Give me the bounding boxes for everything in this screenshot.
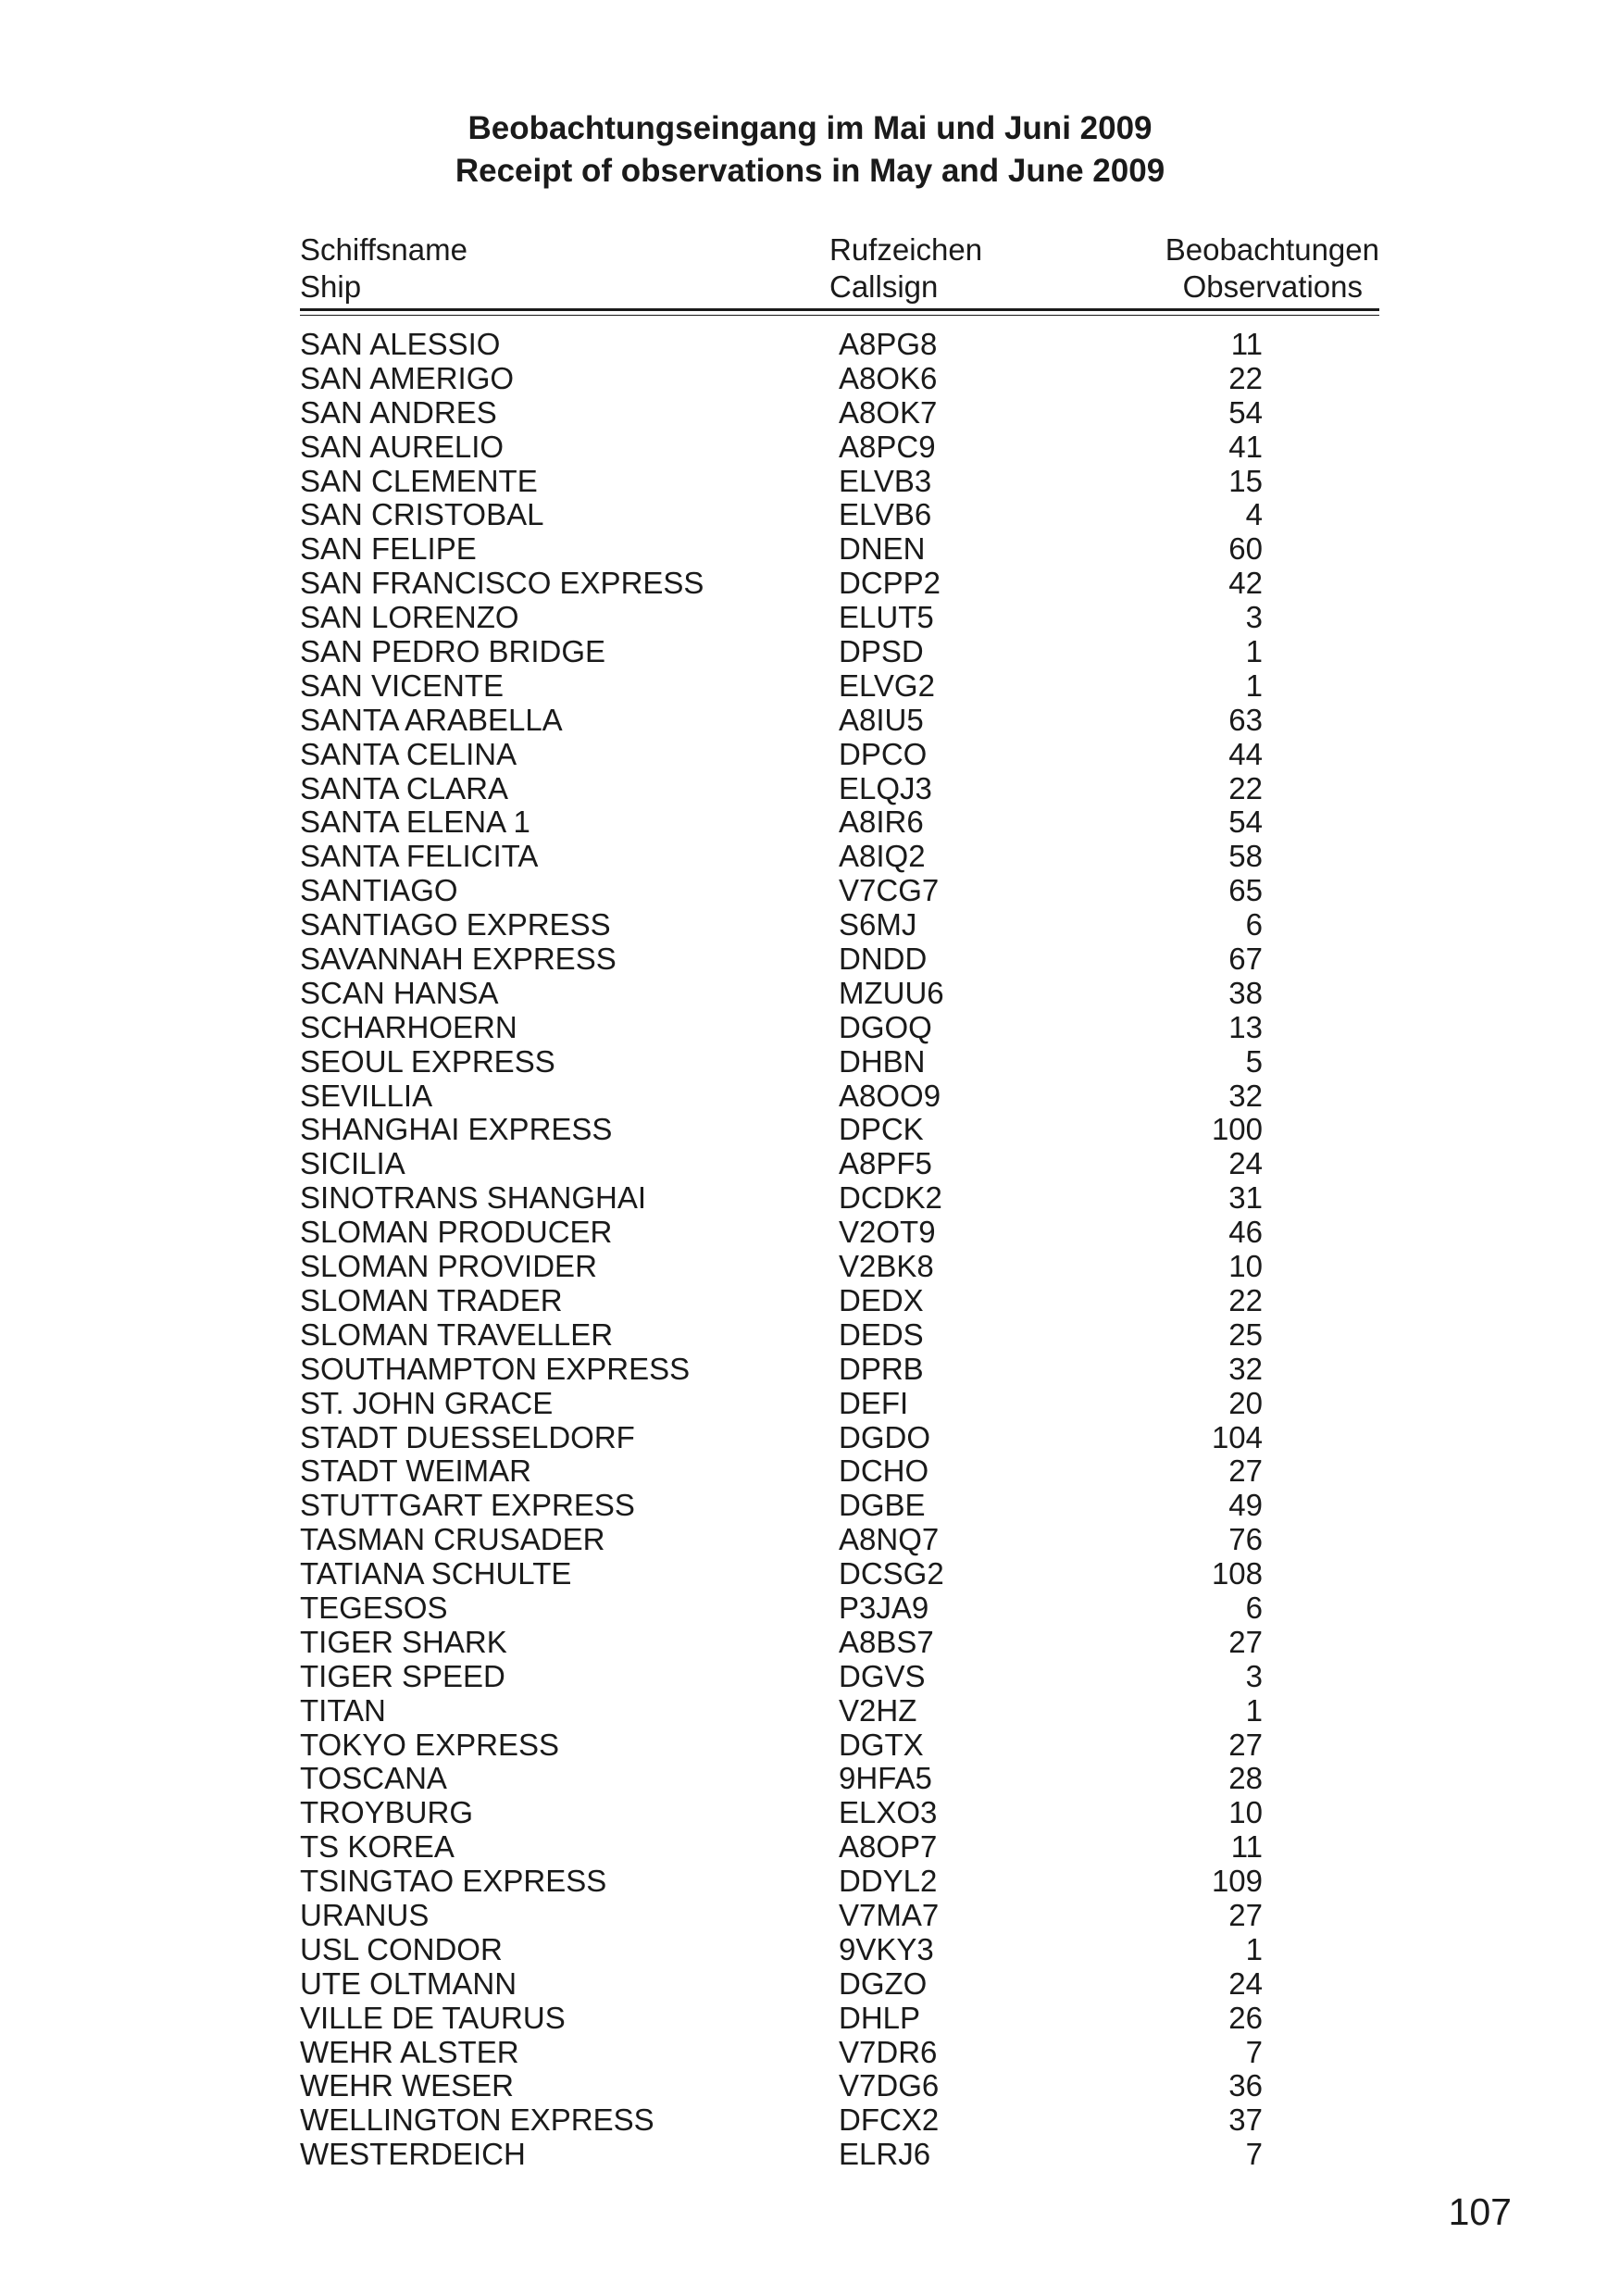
ship-name: SAN PEDRO BRIDGE	[300, 634, 606, 669]
table-row	[300, 430, 1263, 465]
table-row	[300, 2103, 1263, 2138]
callsign: ELVG2	[839, 668, 935, 703]
observation-count: 11	[1230, 1829, 1263, 1865]
ship-name: STUTTGART EXPRESS	[300, 1488, 635, 1523]
ship-name: SINOTRANS SHANGHAI	[300, 1180, 647, 1216]
table-row	[300, 1626, 1263, 1660]
header-callsign-de: Rufzeichen	[829, 232, 983, 267]
callsign: V2OT9	[839, 1215, 936, 1250]
ship-name: TIGER SPEED	[300, 1658, 505, 1693]
callsign: V2HZ	[839, 1692, 917, 1728]
callsign: DCDK2	[839, 1180, 942, 1216]
header-observations	[1165, 231, 1379, 306]
header-divider-thin	[300, 315, 1379, 316]
callsign: DGVS	[839, 1658, 926, 1693]
observation-count: 108	[1211, 1556, 1263, 1591]
ship-name: STADT DUESSELDORF	[300, 1419, 635, 1454]
observation-count: 60	[1228, 531, 1263, 567]
table-row	[300, 704, 1263, 738]
observation-count: 65	[1228, 873, 1263, 908]
observation-count: 58	[1228, 839, 1263, 874]
observation-count: 11	[1230, 327, 1263, 361]
table-row	[300, 1216, 1263, 1250]
callsign: DPRB	[839, 1351, 924, 1386]
table-row	[300, 532, 1263, 567]
table-row	[300, 1353, 1263, 1387]
callsign: V7DR6	[839, 2034, 938, 2069]
table-row	[300, 1523, 1263, 1557]
table-row	[300, 977, 1263, 1011]
callsign: A8BS7	[839, 1624, 934, 1659]
table-row	[300, 1557, 1263, 1591]
table-row	[300, 1045, 1263, 1079]
table-row	[300, 1694, 1263, 1728]
observation-count: 49	[1228, 1488, 1263, 1523]
ship-name: TOKYO EXPRESS	[300, 1727, 559, 1762]
table-row	[300, 567, 1263, 601]
callsign: DEDX	[839, 1282, 924, 1317]
table-row	[300, 1011, 1263, 1045]
ship-name: SLOMAN TRADER	[300, 1282, 563, 1317]
table-row	[300, 635, 1263, 669]
table-row	[300, 498, 1263, 532]
observation-count: 27	[1228, 1624, 1263, 1659]
observation-count: 10	[1228, 1795, 1263, 1830]
ship-name: SANTIAGO EXPRESS	[300, 907, 611, 942]
table-row	[300, 396, 1263, 430]
ship-name: SANTA ELENA 1	[300, 805, 530, 840]
table-row	[300, 1181, 1263, 1216]
callsign: DEFI	[839, 1385, 909, 1420]
header-observations-de: Beobachtungen	[1165, 232, 1379, 267]
ship-name: SAN AURELIO	[300, 429, 505, 464]
table-row	[300, 2036, 1263, 2070]
ship-name: TOSCANA	[300, 1761, 447, 1796]
ship-name: SANTA ARABELLA	[300, 702, 563, 737]
ship-name: SEOUL EXPRESS	[300, 1043, 555, 1079]
ship-name: TASMAN CRUSADER	[300, 1522, 605, 1557]
ship-name: SAN ANDRES	[300, 394, 497, 430]
table-row	[300, 874, 1263, 908]
observation-count: 1	[1245, 1692, 1263, 1728]
ship-name: SICILIA	[300, 1146, 405, 1181]
header-ship-en: Ship	[300, 269, 362, 304]
callsign: A8PC9	[839, 429, 936, 464]
table-row	[300, 2002, 1263, 2036]
observation-count: 54	[1228, 394, 1263, 430]
observation-count: 25	[1228, 1316, 1263, 1352]
ship-name: WEHR ALSTER	[300, 2034, 519, 2069]
callsign: V7CG7	[839, 873, 940, 908]
observation-count: 1	[1245, 668, 1263, 703]
callsign: ELQJ3	[839, 770, 932, 805]
table-row	[300, 1489, 1263, 1523]
callsign: P3JA9	[839, 1590, 929, 1625]
callsign: 9VKY3	[839, 1931, 934, 1966]
observation-count: 5	[1245, 1043, 1263, 1079]
callsign: DPCK	[839, 1112, 924, 1147]
table-row	[300, 805, 1263, 840]
ship-name: SANTA CELINA	[300, 736, 517, 771]
ship-name: SCAN HANSA	[300, 975, 499, 1010]
observation-count: 6	[1245, 907, 1263, 942]
observation-count: 46	[1228, 1215, 1263, 1250]
ship-name: VILLE DE TAURUS	[300, 2000, 566, 2035]
ship-name: SLOMAN PROVIDER	[300, 1249, 597, 1284]
observation-count: 37	[1228, 2103, 1263, 2138]
observation-count: 32	[1228, 1351, 1263, 1386]
table-row	[300, 1147, 1263, 1181]
callsign: DCHO	[839, 1454, 929, 1489]
table-row	[300, 1728, 1263, 1763]
table-row	[300, 1387, 1263, 1421]
table-row	[300, 1454, 1263, 1489]
callsign: DNEN	[839, 531, 926, 567]
observation-count: 22	[1228, 770, 1263, 805]
observation-count: 1	[1245, 634, 1263, 669]
observation-count: 76	[1228, 1522, 1263, 1557]
table-row	[300, 2138, 1263, 2172]
table-row	[300, 908, 1263, 942]
observation-count: 24	[1228, 1146, 1263, 1181]
observation-count: 36	[1228, 2068, 1263, 2103]
table-row	[300, 942, 1263, 977]
callsign: A8OP7	[839, 1829, 938, 1865]
ship-name: SAN FRANCISCO EXPRESS	[300, 566, 704, 601]
observation-count: 28	[1228, 1761, 1263, 1796]
ship-name: SAN FELIPE	[300, 531, 477, 567]
ship-name: URANUS	[300, 1897, 430, 1932]
ship-name: TATIANA SCHULTE	[300, 1556, 572, 1591]
table-row	[300, 1421, 1263, 1455]
ship-name: SLOMAN PRODUCER	[300, 1215, 613, 1250]
callsign: ELUT5	[839, 600, 934, 635]
observation-count: 44	[1228, 736, 1263, 771]
callsign: DPCO	[839, 736, 928, 771]
table-row	[300, 1079, 1263, 1114]
callsign: V7MA7	[839, 1897, 940, 1932]
ship-name: SANTIAGO	[300, 873, 458, 908]
table-row	[300, 1899, 1263, 1933]
callsign: DGTX	[839, 1727, 924, 1762]
callsign: DEDS	[839, 1316, 924, 1352]
observation-count: 42	[1228, 566, 1263, 601]
callsign: A8IU5	[839, 702, 924, 737]
ship-name: SANTA FELICITA	[300, 839, 539, 874]
table-row	[300, 1933, 1263, 1967]
callsign: DGBE	[839, 1488, 926, 1523]
observation-count: 1	[1245, 1931, 1263, 1966]
ship-name: SAVANNAH EXPRESS	[300, 942, 617, 977]
ship-name: UTE OLTMANN	[300, 1965, 517, 2001]
table-row	[300, 1762, 1263, 1796]
header-ship-de: Schiffsname	[300, 232, 467, 267]
observation-count: 38	[1228, 975, 1263, 1010]
callsign: DCSG2	[839, 1556, 944, 1591]
callsign: A8OO9	[839, 1078, 941, 1113]
observation-count: 22	[1228, 360, 1263, 395]
table-row	[300, 738, 1263, 772]
ship-name: SAN CLEMENTE	[300, 463, 538, 498]
callsign: A8PF5	[839, 1146, 932, 1181]
observation-count: 67	[1228, 942, 1263, 977]
ship-name: TITAN	[300, 1692, 386, 1728]
callsign: ELRJ6	[839, 2137, 931, 2172]
ship-name: WESTERDEICH	[300, 2137, 526, 2172]
page-title	[0, 107, 1620, 193]
observation-count: 109	[1211, 1864, 1263, 1899]
ship-name: SOUTHAMPTON EXPRESS	[300, 1351, 691, 1386]
ship-name: STADT WEIMAR	[300, 1454, 531, 1489]
callsign: A8OK6	[839, 360, 938, 395]
callsign: DGDO	[839, 1419, 930, 1454]
table-row	[300, 840, 1263, 874]
table-row	[300, 2069, 1263, 2103]
callsign: DDYL2	[839, 1864, 938, 1899]
observation-count: 27	[1228, 1727, 1263, 1762]
observation-count: 32	[1228, 1078, 1263, 1113]
title-english: Receipt of observations in May and June 2009	[455, 153, 1165, 189]
table-header	[300, 231, 1379, 313]
observation-count: 4	[1245, 497, 1263, 532]
callsign: DGOQ	[839, 1009, 932, 1044]
callsign: ELVB6	[839, 497, 932, 532]
observation-count: 54	[1228, 805, 1263, 840]
table-row	[300, 1967, 1263, 2002]
observation-count: 15	[1228, 463, 1263, 498]
ship-name: WEHR WESER	[300, 2068, 514, 2103]
callsign: DHLP	[839, 2000, 921, 2035]
ship-name: TSINGTAO EXPRESS	[300, 1864, 607, 1899]
ship-name: SHANGHAI EXPRESS	[300, 1112, 613, 1147]
table-row	[300, 1660, 1263, 1694]
callsign: DHBN	[839, 1043, 926, 1079]
observation-count: 41	[1228, 429, 1263, 464]
observation-count: 22	[1228, 1282, 1263, 1317]
callsign: V7DG6	[839, 2068, 940, 2103]
observation-count: 27	[1228, 1454, 1263, 1489]
ship-name: SANTA CLARA	[300, 770, 508, 805]
callsign: MZUU6	[839, 975, 944, 1010]
observation-count: 104	[1211, 1419, 1263, 1454]
table-row	[300, 362, 1263, 396]
observation-count: 63	[1228, 702, 1263, 737]
observation-count: 3	[1245, 1658, 1263, 1693]
table-row	[300, 328, 1263, 362]
observation-count: 10	[1228, 1249, 1263, 1284]
table-row	[300, 1796, 1263, 1830]
table-row	[300, 1284, 1263, 1318]
callsign: A8PG8	[839, 327, 938, 361]
observation-count: 26	[1228, 2000, 1263, 2035]
ship-name: TS KOREA	[300, 1829, 455, 1865]
observations-table	[300, 328, 1263, 2172]
ship-name: SAN VICENTE	[300, 668, 505, 703]
observation-count: 7	[1245, 2034, 1263, 2069]
ship-name: TEGESOS	[300, 1590, 448, 1625]
table-row	[300, 1318, 1263, 1353]
table-row	[300, 1830, 1263, 1865]
header-observations-en: Observations	[1182, 269, 1363, 304]
callsign: DCPP2	[839, 566, 941, 601]
ship-name: SAN ALESSIO	[300, 327, 501, 361]
ship-name: SLOMAN TRAVELLER	[300, 1316, 614, 1352]
table-row	[300, 1113, 1263, 1147]
ship-name: TIGER SHARK	[300, 1624, 507, 1659]
observation-count: 100	[1211, 1112, 1263, 1147]
ship-name: SAN LORENZO	[300, 600, 519, 635]
observation-count: 13	[1228, 1009, 1263, 1044]
table-row	[300, 601, 1263, 635]
title-german: Beobachtungseingang im Mai und Juni 2009	[467, 110, 1153, 146]
header-callsign-en: Callsign	[829, 269, 939, 304]
observation-count: 27	[1228, 1897, 1263, 1932]
ship-name: SAN CRISTOBAL	[300, 497, 544, 532]
callsign: ELXO3	[839, 1795, 938, 1830]
header-ship	[300, 231, 467, 306]
table-row	[300, 1591, 1263, 1626]
ship-name: WELLINGTON EXPRESS	[300, 2103, 654, 2138]
header-callsign	[829, 231, 982, 306]
callsign: ELVB3	[839, 463, 932, 498]
table-row	[300, 772, 1263, 806]
callsign: V2BK8	[839, 1249, 934, 1284]
observation-count: 20	[1228, 1385, 1263, 1420]
ship-name: SCHARHOERN	[300, 1009, 517, 1044]
table-row	[300, 1865, 1263, 1899]
ship-name: SEVILLIA	[300, 1078, 433, 1113]
callsign: A8NQ7	[839, 1522, 940, 1557]
callsign: DGZO	[839, 1965, 928, 2001]
observation-count: 3	[1245, 600, 1263, 635]
observation-count: 6	[1245, 1590, 1263, 1625]
ship-name: ST. JOHN GRACE	[300, 1385, 554, 1420]
callsign: A8IQ2	[839, 839, 926, 874]
observation-count: 7	[1245, 2137, 1263, 2172]
table-row	[300, 465, 1263, 499]
callsign: A8IR6	[839, 805, 924, 840]
callsign: 9HFA5	[839, 1761, 932, 1796]
ship-name: SAN AMERIGO	[300, 360, 515, 395]
ship-name: USL CONDOR	[300, 1931, 503, 1966]
table-row	[300, 669, 1263, 704]
page-number: 107	[1448, 2190, 1512, 2233]
ship-name: TROYBURG	[300, 1795, 474, 1830]
table-row	[300, 1250, 1263, 1284]
observation-count: 31	[1228, 1180, 1263, 1216]
callsign: S6MJ	[839, 907, 917, 942]
callsign: DFCX2	[839, 2103, 940, 2138]
callsign: DNDD	[839, 942, 928, 977]
callsign: DPSD	[839, 634, 924, 669]
callsign: A8OK7	[839, 394, 938, 430]
observation-count: 24	[1228, 1965, 1263, 2001]
header-divider	[300, 308, 1379, 311]
